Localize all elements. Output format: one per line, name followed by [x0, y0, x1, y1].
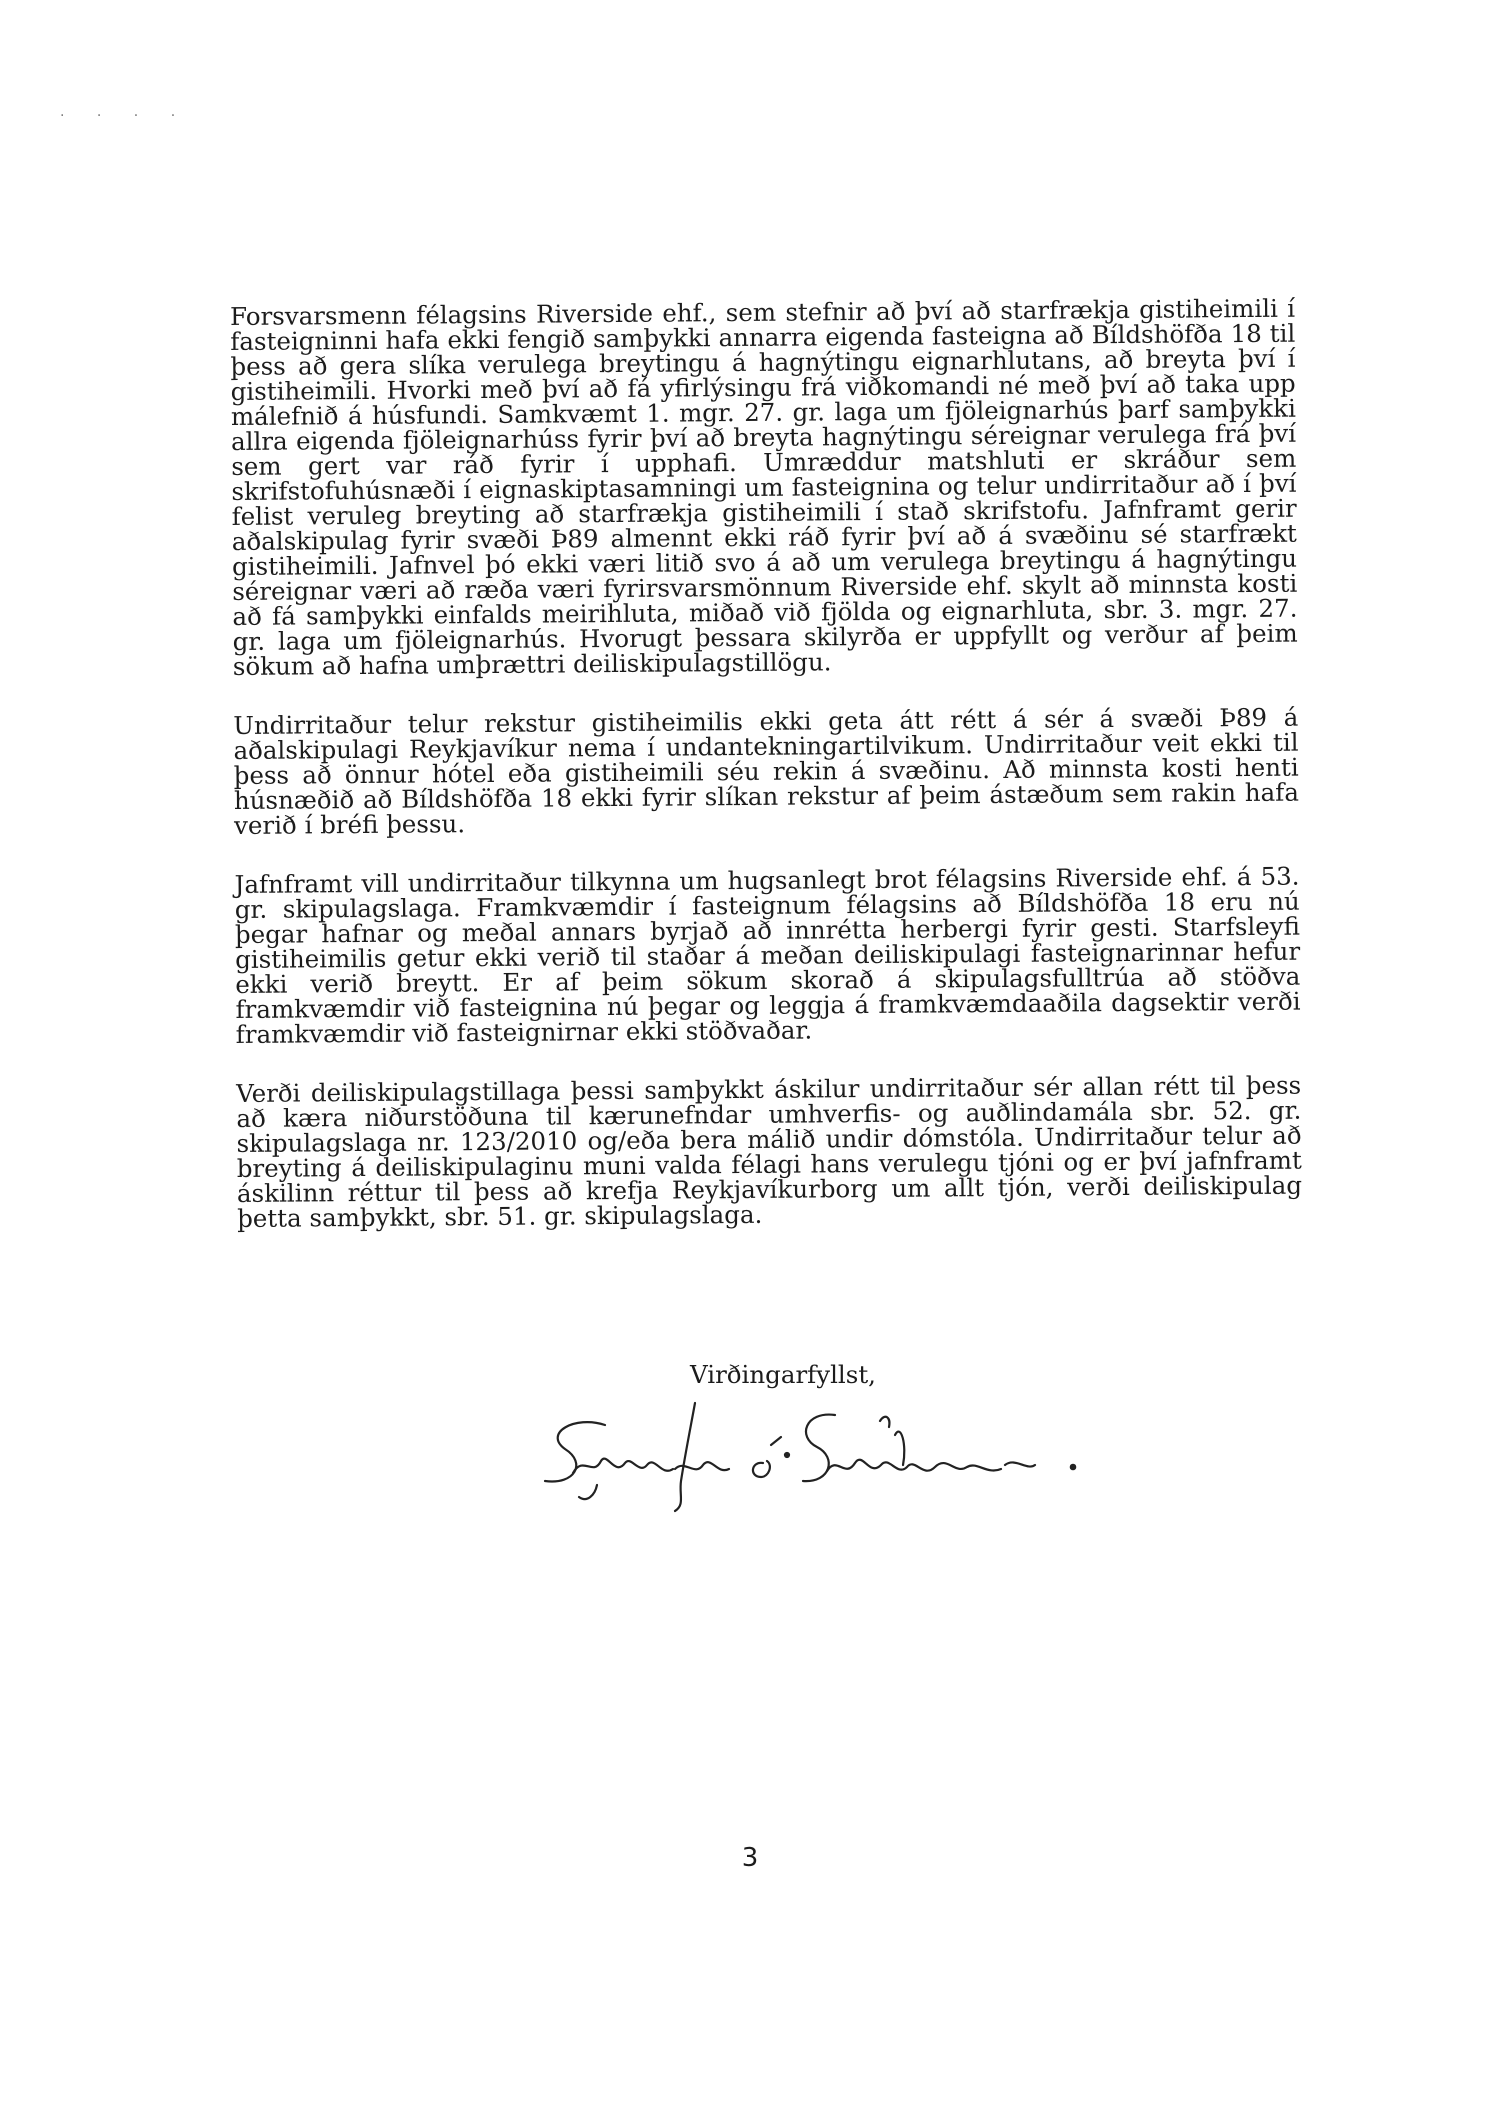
- paragraph-1: Forsvarsmenn félagsins Riverside ehf., sem stefnir að því að starfrækja gistiheimili í fasteigninni hafa ekki fengið samþykki annarra eigenda fasteigna að Bíldshöfða 18 til þess að gera slíka verulega breytingu á hagnýtingu eignarhlutans, að breyta því í gistiheimili. Hvorki með því að fá yfirlýsingu frá viðkomandi né með því að taka upp málefnið á húsfundi. Samkvæmt 1. mgr. 27. gr. laga um fjöleignarhús þarf samþykki allra eigenda fjöleignarhúss fyrir því að breyta hagnýtingu séreignar verulega frá því sem gert var ráð fyrir í upphafi. Umræddur matshluti er skráður sem skrifstofuhúsnæði í eignaskiptasamningi um fasteignina og telur undirritaður að í því felist veruleg breyting að starfrækja gistiheimili í stað skrifstofu. Jafnframt gerir aðalskipulag fyrir svæði Þ89 almennt ekki ráð fyrir því að á svæðinu sé starfrækt gistiheimili. Jafnvel þó ekki væri litið svo á að um verulega breytingu á hagnýtingu séreignar væri að ræða væri fyrirsvarsmönnum Riverside ehf. skylt að minnsta kosti að fá samþykki einfalds meirihluta, miðað við fjölda og eignarhluta, sbr. 3. mgr. 27. gr. laga um fjöleignarhús. Hvorugt þessara skilyrða er uppfyllt og verður af þeim sökum að hafna umþrættri deiliskipulagstillögu.: [229, 293, 1298, 681]
- paragraph-2: Undirritaður telur rekstur gistiheimilis ekki geta átt rétt á sér á svæði Þ89 á aðalskipulagi Reykjavíkur nema í undantekningartilvikum. Undirritaður veit ekki til þess að önnur hótel eða gistiheimili séu rekin á svæðinu. Að minnsta kosti henti húsnæðið að Bíldshöfða 18 ekki fyrir slíkan rekstur af þeim ástæðum sem rakin hafa verið í bréfi þessu.: [233, 702, 1299, 840]
- paragraph-3: Jafnframt vill undirritaður tilkynna um hugsanlegt brot félagsins Riverside ehf. á 53. gr. skipulagslaga. Framkvæmdir í fasteignum félagsins að Bíldshöfða 18 eru nú þegar hafnar og meðal annars byrjað að innrétta herbergi fyrir gesti. Starfsleyfi gistiheimilis getur ekki verið til staðar á meðan deiliskipulagi fasteignarinnar hefur ekki verið breytt. Er af þeim sökum skorað á skipulagsfulltrúa að stöðva framkvæmdir við fasteignina nú þegar og leggja á framkvæmdaaðila dagsektir verði framkvæmdir við fasteignirnar ekki stöðvaðar.: [234, 861, 1301, 1049]
- scan-artifact-dots: · · · ·: [60, 108, 190, 124]
- page-number: 3: [741, 1843, 759, 1873]
- paragraph-4: Verði deiliskipulagstillaga þessi samþykkt áskilur undirritaður sér allan rétt til þess að kæra niðurstöðuna til kærunefndar umhverfis- og auðlindamála sbr. 52. gr. skipulagslaga nr. 123/2010 og/eða bera málið undir dómstóla. Undirritaður telur að breyting á deiliskipulaginu muni valda félagi hans verulegu tjóni og er því jafnframt áskilinn réttur til þess að krefja Reykjavíkurborg um allt tjón, verði deiliskipulag þetta samþykkt, sbr. 51. gr. skipulagslaga.: [236, 1070, 1303, 1233]
- closing-salutation: Virðingarfyllst,: [690, 1360, 876, 1389]
- letter-body: [229, 293, 1303, 1265]
- handwritten-signature: [535, 1385, 1095, 1515]
